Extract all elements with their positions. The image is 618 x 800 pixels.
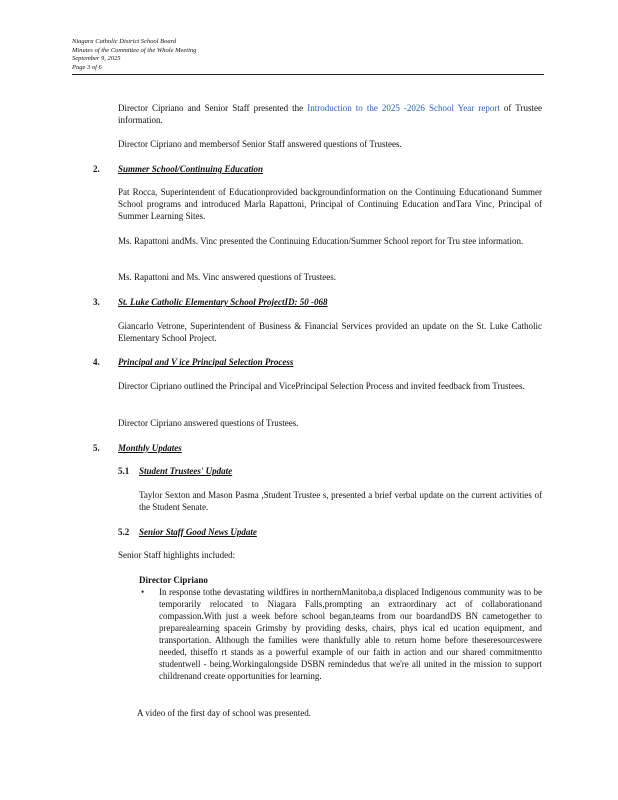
director-name: Director Cipriano <box>139 575 208 585</box>
section-2-title: Summer School/Continuing Education <box>118 164 264 174</box>
section-5-2-number: 5.2 <box>118 527 130 537</box>
section-4-paragraph-2: Director Cipriano answered questions of Trustees. <box>118 418 299 428</box>
section-2-paragraph-1: Pat Rocca, Superintendent of Educationprovided backgroundinformation on the Continuing Educationand Summer School programs and introduced Marla Rapattoni, Principal of Continuing Education andTara Vinc, Principal of Summer Learning Sites. <box>118 187 542 221</box>
section-5-1-paragraph: Taylor Sexton and Mason Pasma ,Student Trustee s, presented a brief verbal update on the current activities of the Student Senate. <box>139 490 542 512</box>
section-5-2-title: Senior Staff Good News Update <box>139 527 257 537</box>
header-date: September 9, 2025 <box>72 55 121 63</box>
section-2-paragraph-3: Ms. Rapattoni and Ms. Vinc answered questions of Trustees. <box>118 272 337 282</box>
section-5-1-title: Student Trustees' Update <box>139 466 233 476</box>
section-5-title: Monthly Updates <box>118 443 182 453</box>
section-4-title: Principal and V ice Principal Selection Process <box>118 357 294 367</box>
report-link[interactable]: Introduction to the 2025 -2026 School Year report <box>307 103 500 113</box>
bullet-marker: • <box>141 587 145 597</box>
section-2-paragraph-2: Ms. Rapattoni andMs. Vinc presented the Continuing Education/Summer School report for Tru stee information. <box>118 236 524 246</box>
section-3-number: 3. <box>93 297 100 307</box>
bullet-text: In response tothe devastating wildfires in northernManitoba,a displaced Indigenous community was to be temporarily relocated to Niagara Falls,prompting an extraordinary act of collaborationand compassion.With just a week before school began,teams from our boardandDS BN cametogether to preparealearning spacein Grimsby by providing desks, chairs, phys ical ed ucation equipment, and transportation. Although the families were thankfully able to return home before theseresourceswere needed, thiseffo rt stands as a powerful example of our faith in action and our shared commitmentto studentwell - being.Workingalongside DSBN remindedus that we're all united in the mission to support childrenand create opportunities for learning. <box>159 587 542 681</box>
intro-paragraph-1 <box>118 102 542 126</box>
header-board: Niagara Catholic District School Board <box>72 38 177 45</box>
section-3-paragraph-1: Giancarlo Vetrone, Superintendent of Business & Financial Services provided an update on the St. Luke Catholic Elementary School Project. <box>118 321 542 343</box>
highlights-intro: Senior Staff highlights included: <box>118 550 236 560</box>
section-5-1-number: 5.1 <box>118 466 130 476</box>
page-header <box>72 38 196 72</box>
header-page: Page 3 of 6 <box>72 63 102 71</box>
section-2-number: 2. <box>93 164 100 174</box>
section-5-number: 5. <box>93 443 100 453</box>
intro-text-end: of Trustee information. <box>118 103 542 125</box>
header-meeting: Minutes of the Committee of the Whole Meeting <box>72 46 197 54</box>
intro-paragraph-2: Director Cipriano and membersof Senior Staff answered questions of Trustees. <box>118 139 402 149</box>
section-4-number: 4. <box>93 357 100 367</box>
intro-text: Director Cipriano and Senior Staff presented the <box>118 103 308 113</box>
section-4-paragraph-1: Director Cipriano outlined the Principal and VicePrincipal Selection Process and invited feedback from Trustees. <box>118 381 525 391</box>
video-note: A video of the first day of school was presented. <box>137 708 311 718</box>
section-3-title: St. Luke Catholic Elementary School ProjectID: 50 -068 <box>118 297 328 307</box>
header-rule <box>72 74 544 75</box>
